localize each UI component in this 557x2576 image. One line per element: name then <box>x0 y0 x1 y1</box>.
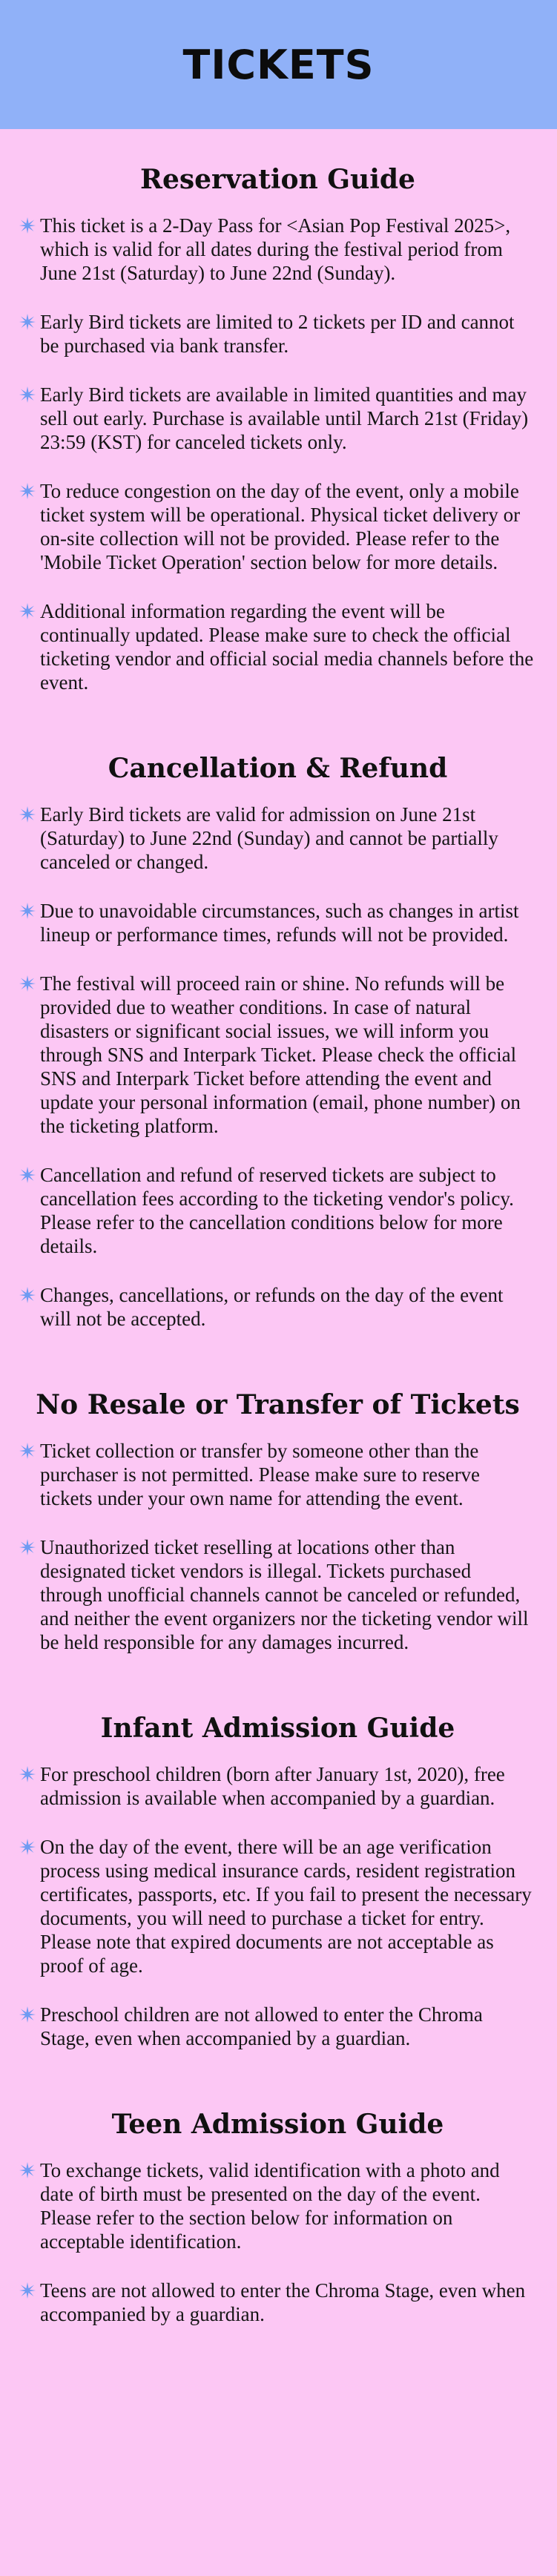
section-reservation-guide <box>19 129 536 694</box>
list-item <box>19 1535 536 1654</box>
bullet-list <box>19 1762 536 2050</box>
bullet-list <box>19 1439 536 1654</box>
list-item <box>19 1283 536 1331</box>
section-teen-admission <box>19 2072 536 2326</box>
list-item-text: Preschool children are not allowed to enter the Chroma Stage, even when accompanied by a guardian. <box>40 2003 483 2049</box>
sparkle-icon <box>19 2006 36 2023</box>
sparkle-icon <box>19 1766 36 1782</box>
section-infant-admission <box>19 1676 536 2050</box>
list-item-text: Changes, cancellations, or refunds on the day of the event will not be accepted. <box>40 1284 504 1330</box>
list-item <box>19 2003 536 2050</box>
sparkle-icon <box>19 1167 36 1183</box>
sparkle-icon <box>19 2162 36 2178</box>
list-item-text: Cancellation and refund of reserved tickets are subject to cancellation fees according to the ticketing vendor's policy. Please refer to the cancellation conditions below for more details. <box>40 1164 514 1257</box>
list-item <box>19 1762 536 1810</box>
list-item <box>19 1835 536 1977</box>
list-item-text: The festival will proceed rain or shine. No refunds will be provided due to weather conditions. In case of natural disasters or significant social issues, we will inform you through SNS and Interpark Ticket. Please check the official SNS and Interpark Ticket before attending the event and update your personal information (email, phone number) on the ticketing platform. <box>40 972 521 1137</box>
section-heading: Infant Admission Guide <box>100 1713 455 1744</box>
list-item <box>19 214 536 285</box>
section-no-resale-transfer <box>19 1353 536 1654</box>
sparkle-icon <box>19 806 36 823</box>
list-item-text: On the day of the event, there will be an age verification process using medical insurance cards, resident registration certificates, passports, etc. If you fail to present the necessary documents, you will need to purchase a ticket for entry. Please note that expired documents are not acceptable as proof of age. <box>40 1836 532 1977</box>
sparkle-icon <box>19 1839 36 1855</box>
list-item <box>19 1163 536 1258</box>
list-item <box>19 599 536 694</box>
list-item-text: Teens are not allowed to enter the Chroma Stage, even when accompanied by a guardian. <box>40 2279 526 2325</box>
sparkle-icon <box>19 483 36 499</box>
list-item-text: This ticket is a 2-Day Pass for <Asian Pop Festival 2025>, which is valid for all dates during the festival period from June 21st (Saturday) to June 22nd (Sunday). <box>40 214 511 284</box>
list-item-text: Ticket collection or transfer by someone other than the purchaser is not permitted. Please make sure to reserve tickets under your own name for attending the event. <box>40 1440 481 1509</box>
list-item-text: Unauthorized ticket reselling at locations other than designated ticket vendors is illegal. Tickets purchased through unofficial channels cannot be canceled or refunded, and neither the event organizers nor the ticketing vendor will be held responsible for any damages incurred. <box>40 1536 529 1653</box>
sparkle-icon <box>19 1443 36 1459</box>
sparkle-icon <box>19 1539 36 1555</box>
list-item <box>19 2158 536 2253</box>
list-item-text: For preschool children (born after January 1st, 2020), free admission is available when accompanied by a guardian. <box>40 1763 505 1809</box>
sparkle-icon <box>19 217 36 234</box>
section-heading: No Resale or Transfer of Tickets <box>36 1389 520 1420</box>
list-item <box>19 479 536 574</box>
list-item <box>19 899 536 946</box>
list-item <box>19 972 536 1138</box>
bullet-list <box>19 803 536 1331</box>
list-item <box>19 310 536 358</box>
bullet-list <box>19 2158 536 2326</box>
sparkle-icon <box>19 1287 36 1303</box>
page-header <box>0 0 557 129</box>
sparkle-icon <box>19 2282 36 2299</box>
sparkle-icon <box>19 975 36 992</box>
list-item <box>19 803 536 874</box>
page-title: TICKETS <box>182 41 375 88</box>
list-item <box>19 2279 536 2326</box>
list-item-text: Early Bird tickets are available in limited quantities and may sell out early. Purchase is available until March 21st (Friday) 23:59 (KST) for canceled tickets only. <box>40 383 529 453</box>
bullet-list <box>19 214 536 694</box>
sparkle-icon <box>19 314 36 330</box>
section-heading: Reservation Guide <box>140 164 415 195</box>
sparkle-icon <box>19 386 36 403</box>
list-item <box>19 383 536 454</box>
list-item <box>19 1439 536 1510</box>
content <box>0 129 557 2326</box>
list-item-text: Additional information regarding the event will be continually updated. Please make sure to check the official ticketing vendor and official social media channels before the event. <box>40 600 534 694</box>
list-item-text: Early Bird tickets are limited to 2 tickets per ID and cannot be purchased via bank transfer. <box>40 311 515 357</box>
list-item-text: To reduce congestion on the day of the event, only a mobile ticket system will be operational. Physical ticket delivery or on-site collection will not be provided. Please refer to the 'Mobile Ticket Operation' section below for more details. <box>40 480 521 573</box>
section-heading: Cancellation & Refund <box>108 753 448 784</box>
list-item-text: Early Bird tickets are valid for admission on June 21st (Saturday) to June 22nd (Sunday) and cannot be partially canceled or changed. <box>40 803 498 873</box>
section-cancellation-refund <box>19 717 536 1331</box>
list-item-text: Due to unavoidable circumstances, such as changes in artist lineup or performance times, refunds will not be provided. <box>40 900 519 946</box>
list-item-text: To exchange tickets, valid identification with a photo and date of birth must be presented on the day of the event. Please refer to the section below for information on acceptable identification. <box>40 2159 500 2253</box>
sparkle-icon <box>19 603 36 619</box>
sparkle-icon <box>19 903 36 919</box>
section-heading: Teen Admission Guide <box>111 2109 444 2140</box>
